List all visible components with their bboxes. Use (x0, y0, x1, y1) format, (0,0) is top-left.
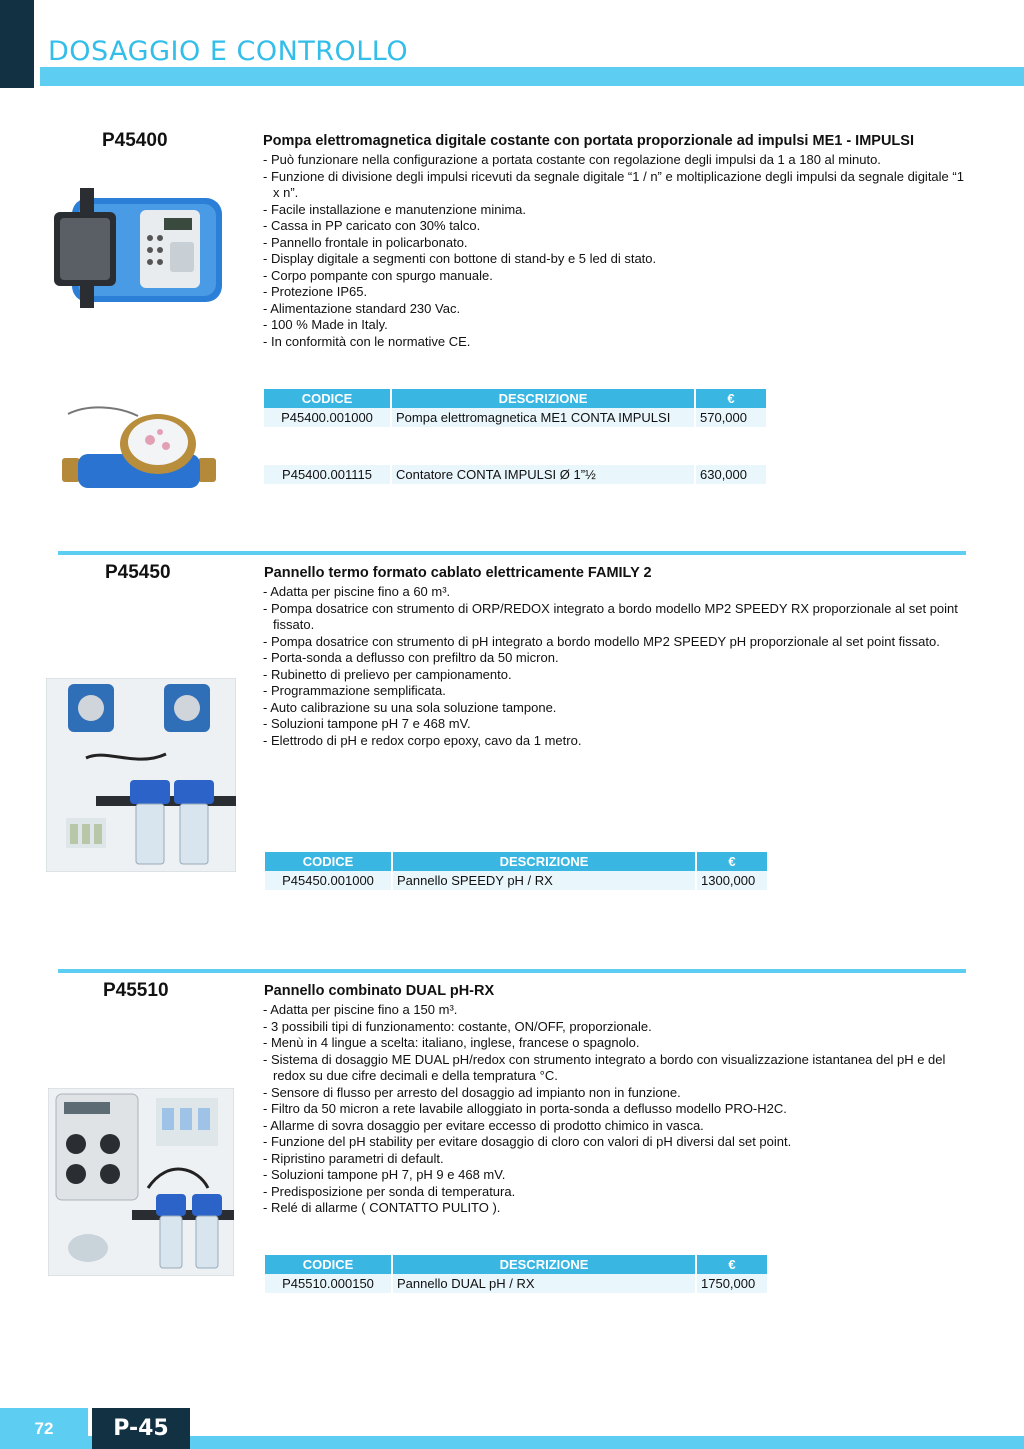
feature-item: - Ripristino parametri di default. (263, 1151, 973, 1168)
table-row (265, 1274, 767, 1293)
feature-item: - Pannello frontale in policarbonato. (263, 235, 973, 252)
feature-item: - Sistema di dosaggio ME DUAL pH/redox con strumento integrato a bordo con visualizzazione istantanea del pH e del redox su due cifre decimali e della tempratura °C. (263, 1052, 973, 1085)
cell-description: Pannello DUAL pH / RX (393, 1274, 695, 1293)
section-separator (58, 969, 966, 973)
cell-price: 570,000 (696, 408, 766, 427)
feature-item: - Funzione del pH stability per evitare dosaggio di cloro con valori di pH diversi dal set point. (263, 1134, 973, 1151)
col-header-price: € (697, 1255, 767, 1274)
feature-item: - Pompa dosatrice con strumento di ORP/REDOX integrato a bordo modello MP2 SPEEDY RX proporzionale al set point fissato. (263, 601, 963, 634)
feature-item: - Funzione di divisione degli impulsi ricevuti da segnale digitale “1 / n” e moltiplicazione degli impulsi da segnale digitale “1 x n”. (263, 169, 973, 202)
col-header-code: CODICE (265, 852, 391, 871)
feature-item: - Filtro da 50 micron a rete lavabile alloggiato in porta-sonda a deflusso modello PRO-H2C. (263, 1101, 973, 1118)
col-header-price: € (697, 852, 767, 871)
cell-price: 1750,000 (697, 1274, 767, 1293)
panel-family-image (46, 678, 236, 872)
feature-item: - Relé di allarme ( CONTATTO PULITO ). (263, 1200, 973, 1217)
header-dark-block (0, 0, 34, 88)
panel-dual-image (48, 1088, 234, 1276)
feature-list (263, 584, 963, 749)
feature-item: - Facile installazione e manutenzione minima. (263, 202, 973, 219)
cell-code: P45400.001000 (264, 408, 390, 427)
water-meter-image (58, 402, 220, 506)
feature-item: - Cassa in PP caricato con 30% talco. (263, 218, 973, 235)
table-row (264, 408, 766, 427)
feature-item: - Programmazione semplificata. (263, 683, 963, 700)
section-separator (58, 551, 966, 555)
table-row (264, 465, 766, 484)
cell-price: 630,000 (696, 465, 766, 484)
product-title: Pannello combinato DUAL pH-RX (264, 983, 495, 999)
feature-item: - Corpo pompante con spurgo manuale. (263, 268, 973, 285)
col-header-description: DESCRIZIONE (393, 852, 695, 871)
feature-item: - Predisposizione per sonda di temperatura. (263, 1184, 973, 1201)
cell-description: Pompa elettromagnetica ME1 CONTA IMPULSI (392, 408, 694, 427)
feature-item: - Adatta per piscine fino a 60 m³. (263, 584, 963, 601)
price-table (262, 465, 768, 484)
feature-item: - 100 % Made in Italy. (263, 317, 973, 334)
section-code: P-45 (92, 1408, 190, 1449)
price-table (263, 852, 769, 890)
cell-price: 1300,000 (697, 871, 767, 890)
product-code: P45450 (105, 562, 171, 583)
feature-item: - Auto calibrazione su una sola soluzione tampone. (263, 700, 963, 717)
feature-item: - Sensore di flusso per arresto del dosaggio ad impianto non in funzione. (263, 1085, 973, 1102)
price-table (263, 1255, 769, 1293)
feature-item: - Menù in 4 lingue a scelta: italiano, inglese, francese o spagnolo. (263, 1035, 973, 1052)
feature-item: - Porta-sonda a deflusso con prefiltro da 50 micron. (263, 650, 963, 667)
feature-item: - Adatta per piscine fino a 150 m³. (263, 1002, 973, 1019)
product-title: Pannello termo formato cablato elettricamente FAMILY 2 (264, 565, 652, 581)
feature-item: - Allarme di sovra dosaggio per evitare eccesso di prodotto chimico in vasca. (263, 1118, 973, 1135)
feature-item: - Alimentazione standard 230 Vac. (263, 301, 973, 318)
col-header-code: CODICE (264, 389, 390, 408)
col-header-price: € (696, 389, 766, 408)
table-row (265, 871, 767, 890)
col-header-description: DESCRIZIONE (393, 1255, 695, 1274)
feature-list (263, 1002, 973, 1217)
product-title: Pompa elettromagnetica digitale costante con portata proporzionale ad impulsi ME1 - IMPULSI (263, 133, 914, 149)
product-code: P45510 (103, 980, 169, 1001)
feature-item: - Soluzioni tampone pH 7, pH 9 e 468 mV. (263, 1167, 973, 1184)
product-code: P45400 (102, 130, 168, 151)
pump-image (52, 182, 224, 314)
cell-description: Pannello SPEEDY pH / RX (393, 871, 695, 890)
col-header-description: DESCRIZIONE (392, 389, 694, 408)
feature-list (263, 152, 973, 350)
cell-code: P45450.001000 (265, 871, 391, 890)
price-table (262, 389, 768, 427)
feature-item: - Soluzioni tampone pH 7 e 468 mV. (263, 716, 963, 733)
feature-item: - Rubinetto di prelievo per campionamento. (263, 667, 963, 684)
cell-code: P45400.001115 (264, 465, 390, 484)
feature-item: - Elettrodo di pH e redox corpo epoxy, cavo da 1 metro. (263, 733, 963, 750)
feature-item: - Può funzionare nella configurazione a portata costante con regolazione degli impulsi da 1 a 180 al minuto. (263, 152, 973, 169)
page-number: 72 (0, 1408, 88, 1449)
feature-item: - Pompa dosatrice con strumento di pH integrato a bordo modello MP2 SPEEDY pH proporzionale al set point fissato. (263, 634, 963, 651)
feature-item: - Display digitale a segmenti con bottone di stand-by e 5 led di stato. (263, 251, 973, 268)
col-header-code: CODICE (265, 1255, 391, 1274)
cell-code: P45510.000150 (265, 1274, 391, 1293)
page-title: DOSAGGIO E CONTROLLO (48, 36, 409, 67)
feature-item: - Protezione IP65. (263, 284, 973, 301)
feature-item: - 3 possibili tipi di funzionamento: costante, ON/OFF, proporzionale. (263, 1019, 973, 1036)
header-bar (40, 67, 1024, 86)
cell-description: Contatore CONTA IMPULSI Ø 1”½ (392, 465, 694, 484)
feature-item: - In conformità con le normative CE. (263, 334, 973, 351)
